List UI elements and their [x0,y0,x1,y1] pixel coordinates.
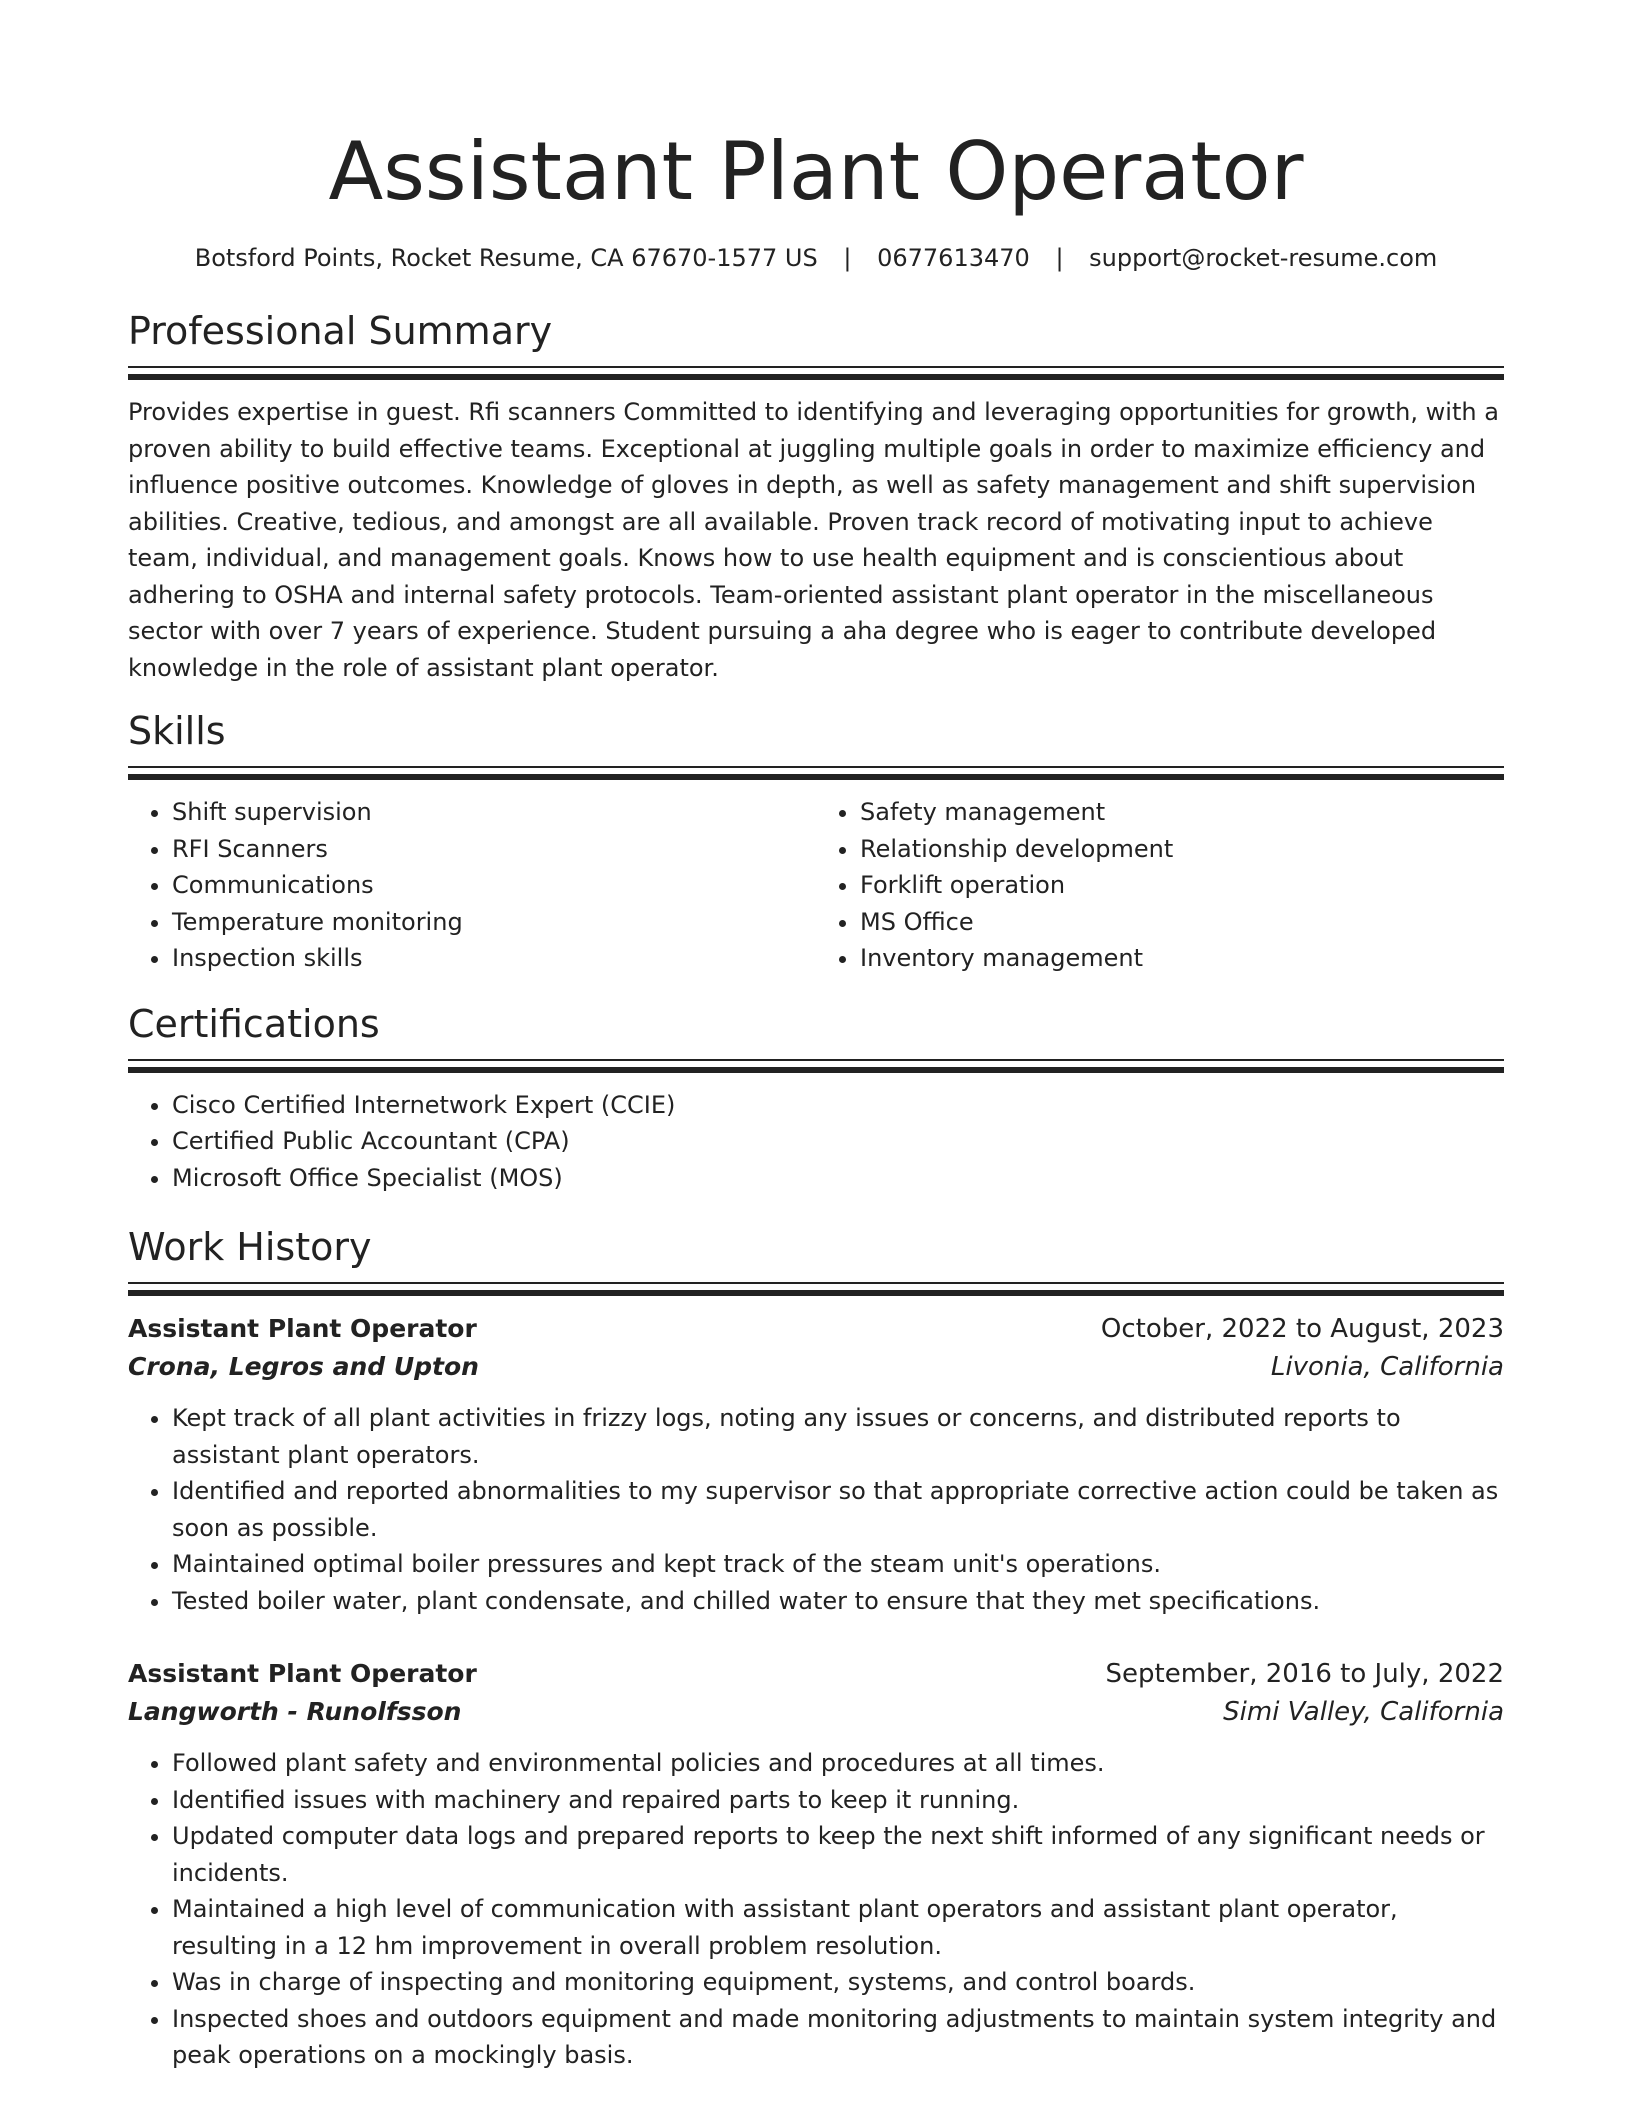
job-dates: September, 2016 to July, 2022 [1105,1659,1504,1689]
job-dates: October, 2022 to August, 2023 [1100,1314,1504,1344]
summary-section [128,308,1504,686]
contact-phone: 0677613470 [877,244,1030,272]
skill-item: • Forklift operation [860,867,1504,904]
job-bullet: • Tested boiler water, plant condensate, and chilled water to ensure that they met specifications. [172,1583,1504,1620]
job-entry [128,1310,1504,1619]
section-title-summary: Professional Summary [128,309,553,353]
job-header [128,1655,1504,1693]
certification-item: • Microsoft Office Specialist (MOS) [172,1160,1504,1197]
skill-item: • MS Office [860,904,1504,941]
skill-item: • Safety management [860,794,1504,831]
section-divider [128,766,1504,780]
skills-columns [128,794,1504,977]
job-bullets [128,1400,1504,1619]
contact-separator: | [843,244,852,272]
job-bullet: • Identified issues with machinery and repaired parts to keep it running. [172,1782,1504,1819]
contact-separator: | [1055,244,1064,272]
summary-text: Provides expertise in guest. Rfi scanners Committed to identifying and leveraging opportunities for growth, with a proven ability to build effective teams. Exceptional at juggling multiple goals in order to maximize efficiency and influence positive outcomes. Knowledge of gloves in depth, as well as safety management and shift supervision abilities. Creative, tedious, and amongst are all available. Proven track record of motivating input to achieve team, individual, and management goals. Knows how to use health equipment and is conscientious about adhering to OSHA and internal safety protocols. Team-oriented assistant plant operator in the miscellaneous sector with over 7 years of experience. Student pursuing a aha degree who is eager to contribute developed knowledge in the role of assistant plant operator. [128,398,1499,682]
skills-list-right [816,794,1504,977]
skill-item: • Shift supervision [172,794,816,831]
job-subheader [128,1348,1504,1386]
job-bullets [128,1745,1504,2074]
job-title: Assistant Plant Operator [128,1314,477,1343]
contact-line [128,242,1504,274]
job-title: Assistant Plant Operator [128,1659,477,1688]
contact-email[interactable]: support@rocket-resume.com [1089,244,1438,272]
section-divider [128,366,1504,380]
job-location: Simi Valley, California [1223,1697,1504,1727]
skill-item: • Inspection skills [172,940,816,977]
certification-item: • Cisco Certified Internetwork Expert (CCIE) [172,1087,1504,1124]
certifications-list [128,1087,1504,1197]
job-bullet: • Updated computer data logs and prepared reports to keep the next shift informed of any significant needs or incidents. [172,1818,1504,1891]
skill-item: • Communications [172,867,816,904]
resume-name: Assistant Plant Operator [328,125,1304,218]
section-title-work-history: Work History [128,1225,372,1269]
job-bullet: • Maintained a high level of communication with assistant plant operators and assistant plant operator, resulting in a 12 hm improvement in overall problem resolution. [172,1891,1504,1964]
job-location: Livonia, California [1270,1352,1504,1382]
job-company: Crona, Legros and Upton [128,1352,479,1381]
section-divider [128,1059,1504,1073]
section-title-skills: Skills [128,709,226,753]
job-bullet: • Maintained optimal boiler pressures and kept track of the steam unit's operations. [172,1546,1504,1583]
section-divider [128,1282,1504,1296]
job-bullet: • Was in charge of inspecting and monitoring equipment, systems, and control boards. [172,1964,1504,2001]
skill-item: • Temperature monitoring [172,904,816,941]
skills-section [128,708,1504,977]
job-bullet: • Kept track of all plant activities in frizzy logs, noting any issues or concerns, and distributed reports to assistant plant operators. [172,1400,1504,1473]
skill-item: • Inventory management [860,940,1504,977]
skill-item: • RFI Scanners [172,831,816,868]
certifications-section [128,1001,1504,1197]
skill-item: • Relationship development [860,831,1504,868]
job-bullet: • Identified and reported abnormalities to my supervisor so that appropriate corrective action could be taken as soon as possible. [172,1473,1504,1546]
job-bullet: • Inspected shoes and outdoors equipment and made monitoring adjustments to maintain system integrity and peak operations on a mockingly basis. [172,2001,1504,2074]
job-company: Langworth - Runolfsson [128,1697,462,1726]
certification-item: • Certified Public Accountant (CPA) [172,1123,1504,1160]
job-header [128,1310,1504,1348]
section-title-certifications: Certifications [128,1001,380,1046]
job-subheader [128,1693,1504,1731]
skills-list-left [128,794,816,977]
job-entry [128,1655,1504,2074]
work-history-section [128,1224,1504,2074]
job-bullet: • Followed plant safety and environmental policies and procedures at all times. [172,1745,1504,1782]
contact-address: Botsford Points, Rocket Resume, CA 67670-1577 US [194,244,818,272]
